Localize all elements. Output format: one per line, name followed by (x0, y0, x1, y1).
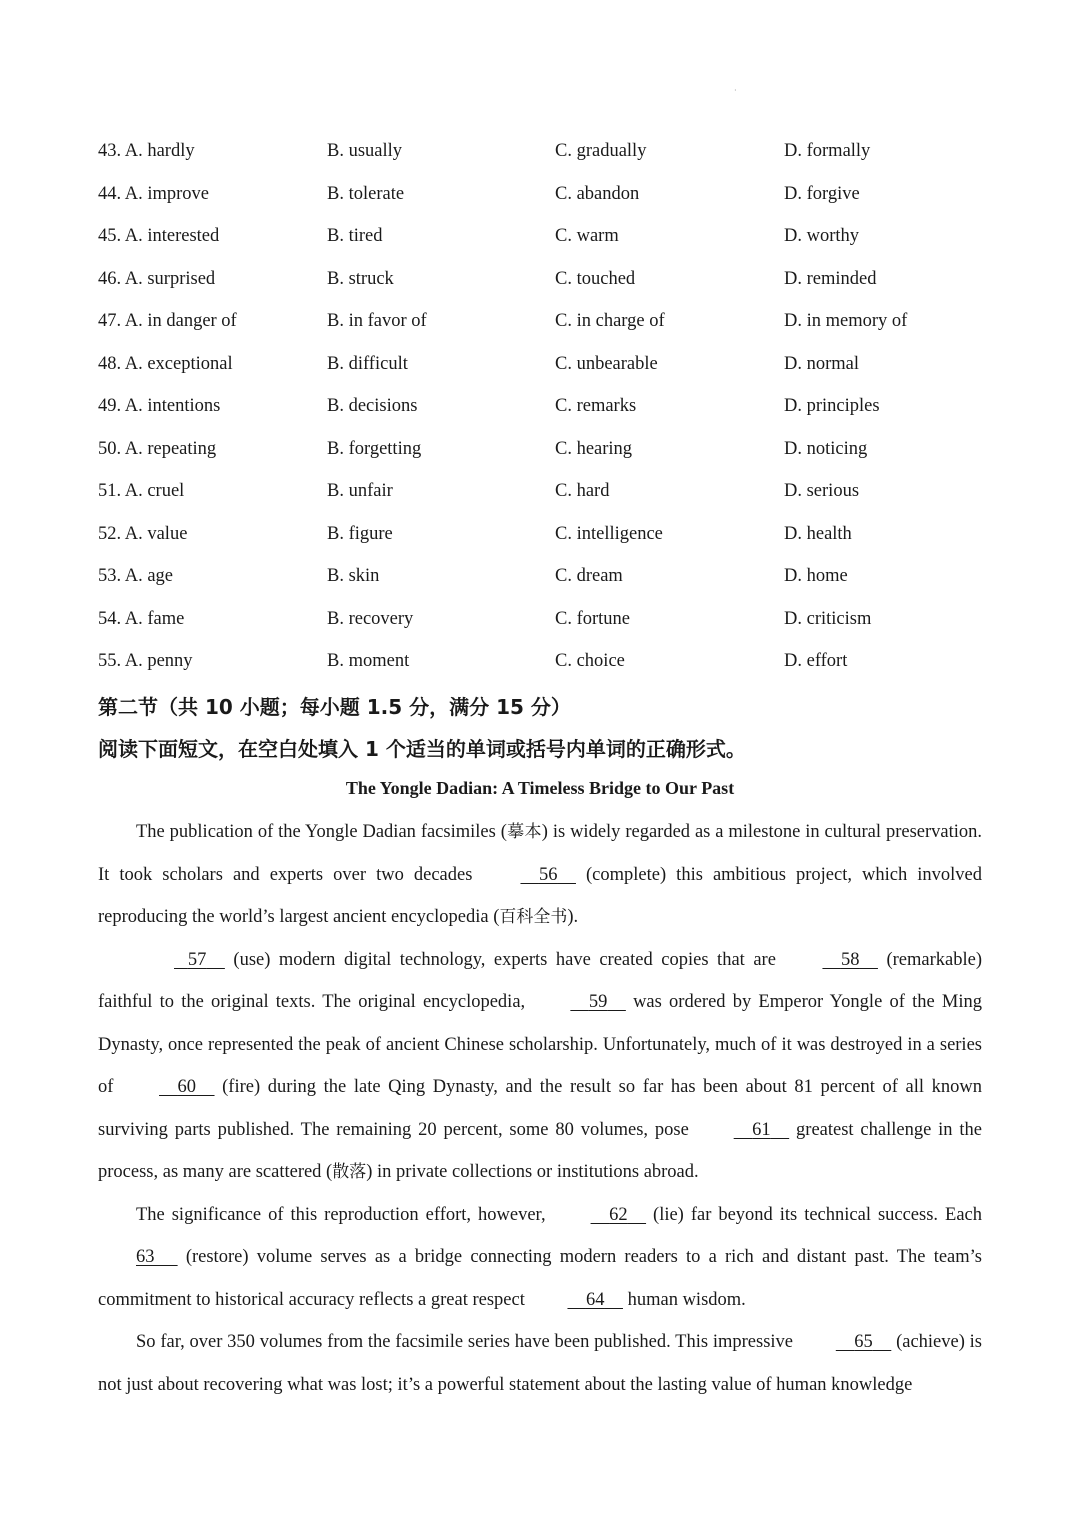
option-b: B. in favor of (327, 311, 427, 331)
option-a: 48. A. exceptional (98, 353, 233, 374)
option-a: 45. A. interested (98, 226, 220, 246)
option-row-55 (98, 641, 988, 684)
blank-63: 63 (136, 1247, 155, 1267)
blank-56: 56 (538, 864, 558, 885)
option-b: B. unfair (327, 481, 393, 501)
option-row-50 (98, 429, 988, 472)
option-b: B. struck (327, 268, 394, 289)
option-d: D. reminded (784, 268, 877, 289)
option-b: B. tired (327, 226, 383, 246)
option-c: C. intelligence (555, 523, 663, 544)
blank-61: 61 (752, 1119, 771, 1140)
option-d: D. worthy (784, 226, 860, 246)
option-a: 53. A. age (98, 566, 174, 586)
text: The significance of this reproduction effort, however, (136, 1204, 553, 1225)
option-d: D. noticing (784, 438, 868, 459)
option-row-53 (98, 556, 988, 599)
option-b: B. tolerate (327, 183, 405, 204)
option-row-48 (98, 344, 988, 387)
option-b: B. decisions (327, 396, 418, 416)
option-row-44 (98, 174, 988, 217)
option-a: 52. A. value (98, 523, 188, 544)
text: (achieve) is not just about recovering what was lost; it’s a powerful statement about the lasting value of human knowledge (98, 1332, 983, 1395)
option-b: B. recovery (327, 608, 414, 629)
option-b: B. figure (327, 523, 393, 544)
option-d: D. forgive (784, 183, 860, 204)
blank-65: 65 (854, 1332, 873, 1352)
text: ) is widely regarded as a milestone in cultural preservation. It took scholars and experts over two decades (98, 822, 983, 885)
blank-62: 62 (609, 1204, 628, 1225)
option-row-52 (98, 514, 988, 557)
stray-mark: · (734, 86, 737, 95)
paragraph-3 (98, 1194, 982, 1322)
option-c: C. unbearable (555, 353, 658, 374)
option-a: 51. A. cruel (98, 481, 185, 501)
option-b: B. difficult (327, 353, 408, 374)
paragraph-4 (98, 1321, 982, 1406)
blank-64: 64 (585, 1289, 605, 1310)
option-row-45 (98, 216, 988, 259)
text: So far, over 350 volumes from the facsimile series have been published. This impressive (136, 1332, 798, 1352)
option-d: D. criticism (784, 608, 872, 629)
section-instruction: 阅读下面短文，在空白处填入 1 个适当的单词或括号内单词的正确形式。 (98, 737, 746, 761)
option-c: C. fortune (555, 608, 631, 629)
blank-58: 58 (840, 949, 860, 970)
options-list (98, 131, 988, 684)
option-d: D. formally (784, 141, 871, 161)
paragraph-2 (98, 939, 982, 1194)
text: ) in private collections or institutions abroad. (366, 1162, 699, 1182)
text: human wisdom. (622, 1289, 746, 1310)
option-c: C. abandon (555, 183, 640, 204)
option-row-47 (98, 301, 988, 344)
cjk-gloss: 散落 (332, 1162, 367, 1182)
option-a: 54. A. fame (98, 608, 185, 629)
option-row-43 (98, 131, 988, 174)
option-c: C. choice (555, 651, 625, 671)
text: (complete) this ambitious project, which involved reproducing the world’s largest ancient encyclopedia ( (98, 864, 982, 927)
section-heading: 第二节（共 10 小题；每小题 1.5 分，满分 15 分） (98, 695, 571, 719)
option-d: D. effort (784, 651, 848, 671)
option-b: B. forgetting (327, 438, 422, 459)
text: (use) modern digital technology, experts have created copies that are (224, 949, 785, 970)
option-d: D. serious (784, 481, 860, 501)
option-c: C. hearing (555, 438, 633, 459)
cjk-gloss: 百科全书 (499, 907, 568, 927)
text: ). (567, 907, 579, 927)
option-row-54 (98, 599, 988, 642)
option-d: D. normal (784, 353, 860, 374)
text: was ordered by Emperor Yongle of the Ming Dynasty, once represented the peak of ancient Chinese scholarship. Unfortunately, much of it was destroyed in a series of (98, 992, 982, 1097)
option-b: B. moment (327, 651, 410, 671)
option-a: 44. A. improve (98, 183, 209, 204)
option-c: C. hard (555, 481, 610, 501)
option-c: C. remarks (555, 396, 637, 416)
blank-60: 60 (177, 1077, 197, 1097)
option-d: D. principles (784, 396, 880, 416)
text: (lie) far beyond its technical success. Each (646, 1204, 982, 1225)
text: greatest challenge in the process, as many are scattered ( (98, 1119, 983, 1182)
cjk-gloss: 摹本 (506, 822, 542, 842)
option-row-49 (98, 386, 988, 429)
option-b: B. usually (327, 141, 403, 161)
option-c: C. warm (555, 226, 619, 246)
text: (restore) volume serves as a bridge connecting modern readers to a rich and distant past. The team’s commitment to historical accuracy reflects a great respect (98, 1247, 982, 1310)
text: (fire) during the late Qing Dynasty, and the result so far has been about 81 percent of all known surviving parts published. The remaining 20 percent, some 80 volumes, pose (98, 1077, 982, 1140)
option-c: C. in charge of (555, 311, 665, 331)
option-a: 55. A. penny (98, 651, 193, 671)
option-d: D. health (784, 523, 852, 544)
option-c: C. dream (555, 566, 623, 586)
option-c: C. gradually (555, 141, 647, 161)
option-a: 49. A. intentions (98, 396, 221, 416)
option-b: B. skin (327, 566, 380, 586)
text: (remarkable) faithful to the original texts. The original encyclopedia, (98, 949, 982, 1012)
option-a: 47. A. in danger of (98, 311, 237, 331)
option-d: D. in memory of (784, 311, 908, 331)
passage-title: The Yongle Dadian: A Timeless Bridge to Our Past (345, 778, 735, 798)
option-a: 50. A. repeating (98, 438, 217, 459)
option-a: 46. A. surprised (98, 268, 216, 289)
option-d: D. home (784, 566, 848, 586)
blank-59: 59 (588, 992, 608, 1012)
option-a: 43. A. hardly (98, 141, 195, 161)
option-row-46 (98, 259, 988, 302)
option-row-51 (98, 471, 988, 514)
option-c: C. touched (555, 268, 636, 289)
paragraph-1 (98, 811, 982, 939)
text: The publication of the Yongle Dadian facsimiles ( (136, 822, 507, 842)
blank-57: 57 (187, 949, 207, 970)
passage-body (98, 811, 982, 1406)
